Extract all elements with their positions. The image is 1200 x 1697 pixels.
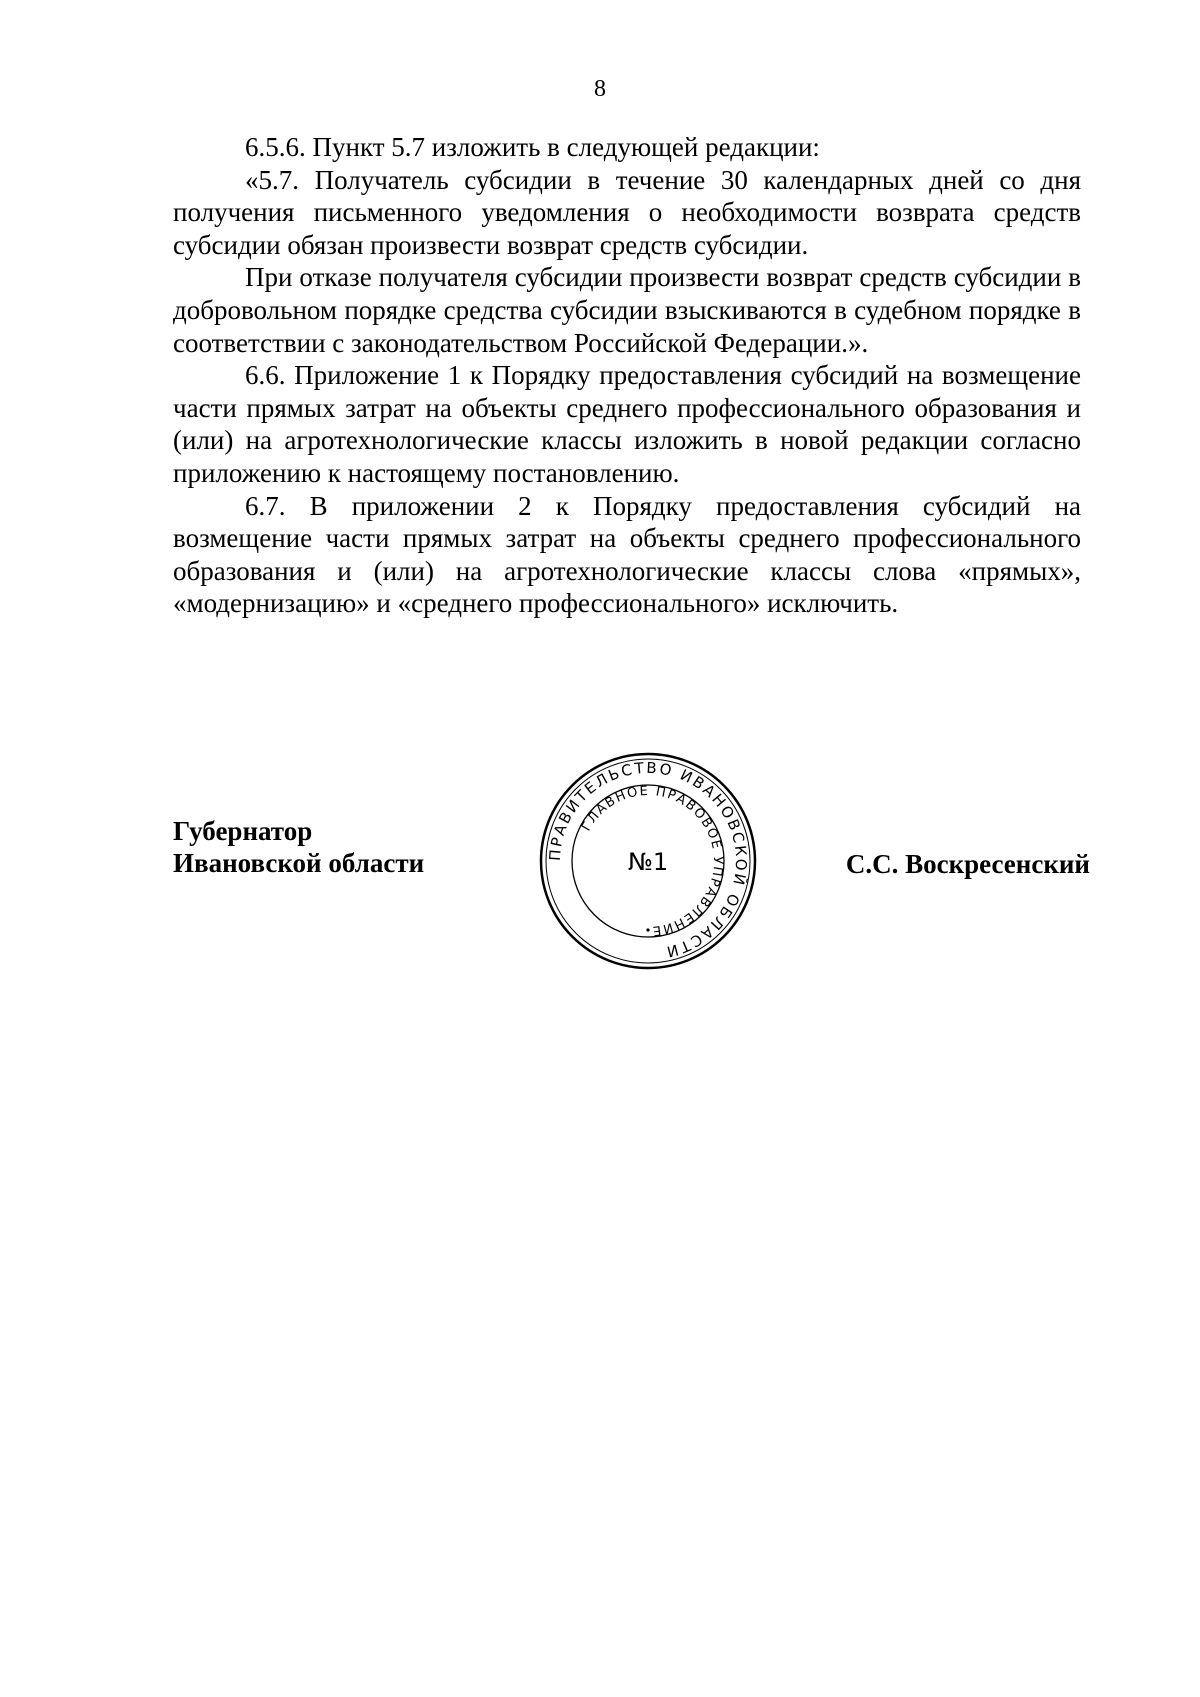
paragraph-6-6: 6.6. Приложение 1 к Порядку предоставления субсидий на возмещение части прямых затрат на объекты среднего профессионального образования и (или) на агротехнологические классы изложить в новой редакции согласно приложению к настоящему постановлению. — [173, 360, 1081, 488]
paragraph-6-5-6: 6.5.6. Пункт 5.7 изложить в следующей редакции: — [245, 132, 820, 162]
paragraph-6-7: 6.7. В приложении 2 к Порядку предоставления субсидий на возмещение части прямых затрат на объекты среднего профессионального образования и (или) на агротехнологические классы слова «прямых», «модернизацию» и «среднего профессионального» исключить. — [173, 490, 1081, 619]
seal-inner-text: ГЛАВНОЕ ПРАВОВОЕ УПРАВЛЕНИЕ — [579, 783, 726, 939]
page-number: 8 — [594, 76, 606, 102]
seal-center-number: №1 — [627, 848, 669, 876]
document-body — [173, 131, 1081, 620]
official-seal — [537, 750, 759, 972]
seal-outer-text: ПРАВИТЕЛЬСТВО ИВАНОВСКОЙ ОБЛАСТИ — [545, 758, 751, 962]
signatory-title: Губернатор — [173, 816, 313, 846]
paragraph-refusal: При отказе получателя субсидии произвести возврат средств субсидии в добровольном порядке средства субсидии взыскиваются в судебном порядке в соответствии с законодательством Российской Федерации.». — [173, 262, 1081, 358]
signatory-position — [173, 815, 424, 879]
signatory-name: С.С. Воскресенский — [845, 849, 1090, 879]
signatory-region: Ивановской области — [173, 848, 425, 878]
seal-stamp-icon — [537, 750, 759, 972]
paragraph-5-7: «5.7. Получатель субсидии в течение 30 календарных дней со дня получения письменного уведомления о необходимости возврата средств субсидии обязан произвести возврат средств субсидии. — [173, 164, 1081, 260]
